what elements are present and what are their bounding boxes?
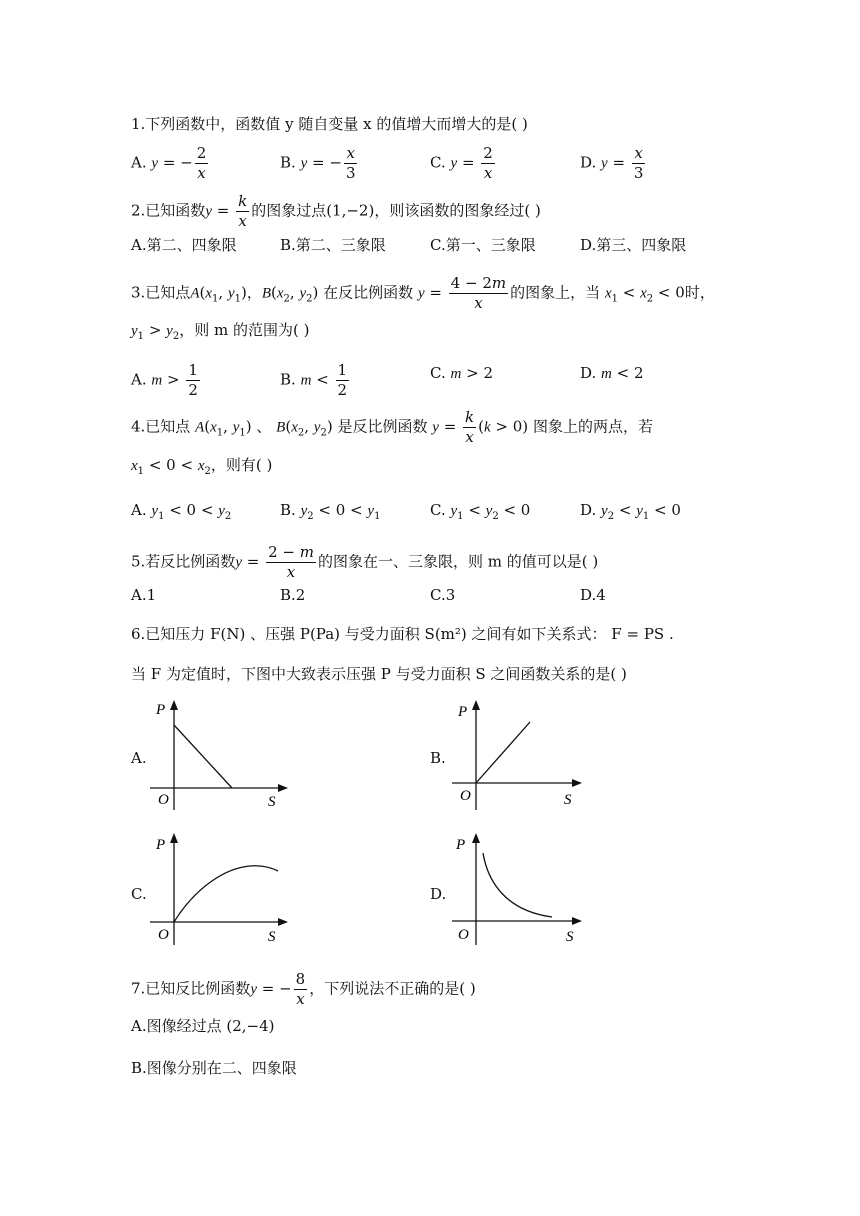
q5-stem: 5.若反比例函数y = $\frac{2 - m}{x}$ 的图象在一、三象限，则 m 的值可以是( )	[131, 543, 599, 581]
q4-option-c[interactable]: C. $y_1 < y_2 < 0$	[430, 501, 531, 522]
q1-option-c[interactable]: C. y = $\frac{2}{x}$	[430, 144, 493, 182]
q7-option-b[interactable]: B.图像分别在二、四象限	[131, 1059, 297, 1077]
q2-option-d[interactable]: D.第三、四象限	[580, 236, 687, 254]
q4-stem-line1: 4.已知点 $A(x_1$, $y_1$) 、 $B(x_2$, $y_2$) 是反比例函数 y = $\frac{k}{x}$ (k > 0) 图象上的两点，若	[131, 408, 653, 446]
q7-option-a[interactable]: A.图像经过点 (2,−4)	[131, 1017, 275, 1035]
q4-stem-line2: $x_1 < 0 < x_2$，则有( )	[131, 456, 273, 477]
q6-option-b[interactable]: B.	[430, 749, 446, 767]
q5-option-a[interactable]: A.1	[131, 586, 157, 604]
q2-option-c[interactable]: C.第一、三象限	[430, 236, 536, 254]
q6-graph-c	[150, 833, 290, 945]
axis-p-label: P	[156, 702, 166, 718]
q1-option-a[interactable]: A. y = − $\frac{2}{x}$	[131, 144, 207, 182]
q1-stem: 1.下列函数中，函数值 y 随自变量 x 的值增大而增大的是( )	[131, 115, 528, 133]
q4-option-b[interactable]: B. $y_2 < 0 < y_1$	[280, 501, 381, 522]
q2-option-a[interactable]: A.第二、四象限	[131, 236, 237, 254]
origin-label: O	[158, 792, 169, 808]
q4-option-d[interactable]: D. $y_2 < y_1 < 0$	[580, 501, 681, 522]
axis-p-label: P	[458, 704, 468, 720]
q1-option-d[interactable]: D. y = $\frac{x}{3}$	[580, 144, 644, 182]
origin-label: O	[458, 927, 469, 943]
q6-option-d[interactable]: D.	[430, 885, 447, 903]
q6-stem-line2: 当 F 为定值时，下图中大致表示压强 P 与受力面积 S 之间函数关系的是( )	[131, 665, 627, 683]
q3-option-b[interactable]: B. m < $\frac{1}{2}$	[280, 361, 348, 399]
q2-option-b[interactable]: B.第二、三象限	[280, 236, 386, 254]
q3-stem-line2: $y_1 > y_2$，则 m 的范围为( )	[131, 321, 310, 342]
q6-stem-line1: 6.已知压力 F(N) 、压强 P(Pa) 与受力面积 S(m²) 之间有如下关系式： F = PS .	[131, 625, 674, 643]
axis-s-label: S	[566, 929, 574, 945]
q5-option-b[interactable]: B.2	[280, 586, 306, 604]
q6-graph-b	[452, 700, 592, 810]
axis-p-label: P	[156, 837, 166, 853]
origin-label: O	[460, 788, 471, 804]
axis-p-label: P	[456, 837, 466, 853]
origin-label: O	[158, 927, 169, 943]
axis-s-label: S	[268, 794, 276, 810]
q5-option-c[interactable]: C.3	[430, 586, 456, 604]
q6-graph-a	[150, 700, 290, 810]
q6-option-a[interactable]: A.	[131, 749, 147, 767]
q3-option-a[interactable]: A. m > $\frac{1}{2}$	[131, 361, 198, 399]
q6-graph-d	[452, 833, 592, 945]
q2-stem: 2.已知函数y = $\frac{k}{x}$ 的图象过点(1,−2)，则该函数的图象经过( )	[131, 192, 541, 230]
q7-stem: 7.已知反比例函数y = − $\frac{8}{x}$ ，下列说法不正确的是( )	[131, 970, 476, 1008]
q6-option-c[interactable]: C.	[131, 885, 147, 903]
q3-option-c[interactable]: C. m > 2	[430, 364, 493, 382]
q4-option-a[interactable]: A. $y_1 < 0 < y_2$	[131, 501, 232, 522]
q3-option-d[interactable]: D. m < 2	[580, 364, 644, 382]
axis-s-label: S	[564, 792, 572, 808]
q5-option-d[interactable]: D.4	[580, 586, 606, 604]
q3-stem-line1: 3.已知点$A(x_1$, $y_1$)，$B(x_2$, $y_2$) 在反比例函数 y = $\frac{4 - 2m}{x}$ 的图象上，当 $x_1 < x_2 < 0$时，	[131, 274, 715, 312]
axis-s-label: S	[268, 929, 276, 945]
q1-option-b[interactable]: B. y = − $\frac{x}{3}$	[280, 144, 356, 182]
